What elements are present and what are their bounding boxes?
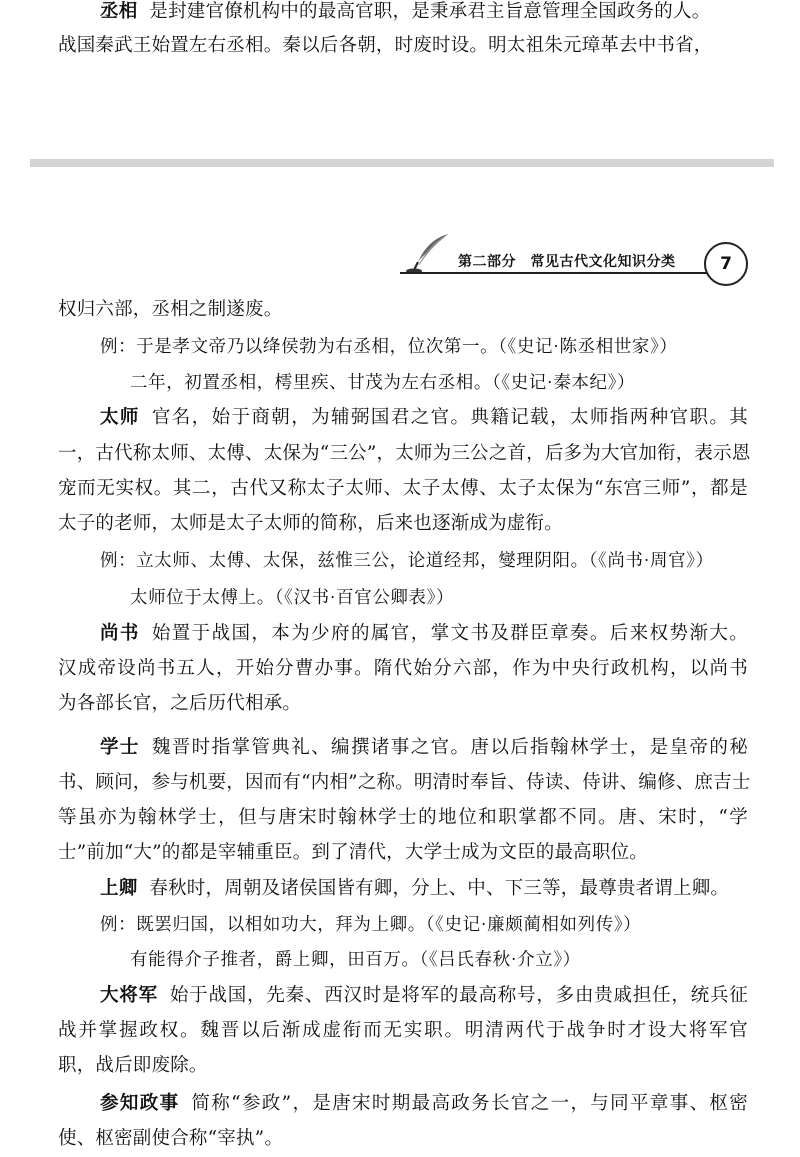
entry-shangshu: 尚书 始置于战国，本为少府的属官，掌文书及群臣章奏。后来权势渐大。 (100, 623, 748, 644)
entry-dajiangjun: 大将军 始于战国，先秦、西汉时是将军的最高称号，多由贵戚担任，统兵征 (100, 985, 748, 1006)
text-line: 一，古代称太师、太傅、太保为“三公”，太师为三公之首，后多为大官加衔，表示恩 (58, 443, 751, 464)
text-line: 战国秦武王始置左右丞相。秦以后各朝，时废时设。明太祖朱元璋革去中书省， (58, 35, 713, 56)
text-line: 使、枢密副使合称“宰执”。 (58, 1128, 284, 1149)
quill-pen-icon (404, 232, 450, 274)
term-dajiangjun: 大将军 (100, 985, 158, 1006)
example-line: 有能得介子推者，爵上卿，田百万。（《吕氏春秋·介立》） (130, 949, 581, 969)
text-line: 太子的老师，太师是太子太师的简称，后来也逐渐成为虚衔。 (58, 513, 563, 534)
entry-xueshi: 学士 魏晋时指掌管典礼、编撰诸事之官。唐以后指翰林学士，是皇帝的秘 (100, 737, 748, 758)
text-line: 等虽亦为翰林学士，但与唐宋时翰林学士的地位和职掌都不同。唐、宋时，“学 (58, 807, 748, 828)
term-shangshu: 尚书 (100, 623, 140, 644)
text-line: 书、顾问，参与机要，因而有“内相”之称。明清时奉旨、侍读、侍讲、编修、庶吉士 (58, 772, 751, 793)
entry-canzhizhengshi: 参知政事 简称“参政”，是唐宋时期最高政务长官之一，与同平章事、枢密 (100, 1093, 748, 1114)
term-chengxiang: 丞相 (100, 1, 138, 22)
text-line: 职，战后即废除。 (58, 1055, 208, 1076)
term-shangqing: 上卿 (100, 878, 138, 899)
example-line: 例：于是孝文帝乃以绛侯勃为右丞相，位次第一。（《史记·陈丞相世家》） (100, 336, 678, 356)
example-line: 例：立太师、太傅、太保，兹惟三公，论道经邦，燮理阴阳。（《尚书·周官》） (100, 550, 714, 570)
example-line: 例：既罢归国，以相如功大，拜为上卿。（《史记·廉颇蔺相如列传》） (100, 914, 642, 934)
text-line: 为各部长官，之后历代相承。 (58, 693, 302, 714)
continuation-line: 权归六部，丞相之制遂废。 (58, 299, 283, 320)
header-rule (400, 272, 710, 274)
text-line: 士”前加“大”的都是宰辅重臣。到了清代，大学士成为文臣的最高职位。 (58, 842, 648, 863)
page-divider (30, 159, 774, 167)
entry-taishi: 太师 官名，始于商朝，为辅弼国君之官。典籍记载，太师指两种官职。其 (100, 407, 748, 428)
term-taishi: 太师 (100, 407, 140, 428)
section-title: 第二部分 常见古代文化知识分类 (458, 254, 676, 270)
text-line: 战并掌握政权。魏晋以后渐成虚衔而无实职。明清两代于战争时才设大将军官 (58, 1020, 748, 1041)
text-line: 丞相 是封建官僚机构中的最高官职，是秉承君主旨意管理全国政务的人。 (100, 1, 711, 22)
text-line: 宠而无实权。其二，古代又称太子太师、太子太傅、太子太保为“东宫三师”，都是 (58, 478, 748, 499)
running-header (400, 228, 760, 284)
term-canzhizhengshi: 参知政事 (100, 1093, 180, 1114)
entry-shangqing: 上卿 春秋时，周朝及诸侯国皆有卿，分上、中、下三等，最尊贵者谓上卿。 (100, 878, 730, 899)
text-line: 汉成帝设尚书五人，开始分曹办事。隋代始分六部，作为中央行政机构，以尚书 (58, 658, 748, 679)
term-xueshi: 学士 (100, 737, 140, 758)
example-line: 二年，初置丞相，樗里疾、甘茂为左右丞相。（《史记·秦本纪》） (130, 372, 636, 392)
page-number: 7 (704, 242, 748, 286)
example-line: 太师位于太傅上。（《汉书·百官公卿表》） (130, 587, 455, 607)
